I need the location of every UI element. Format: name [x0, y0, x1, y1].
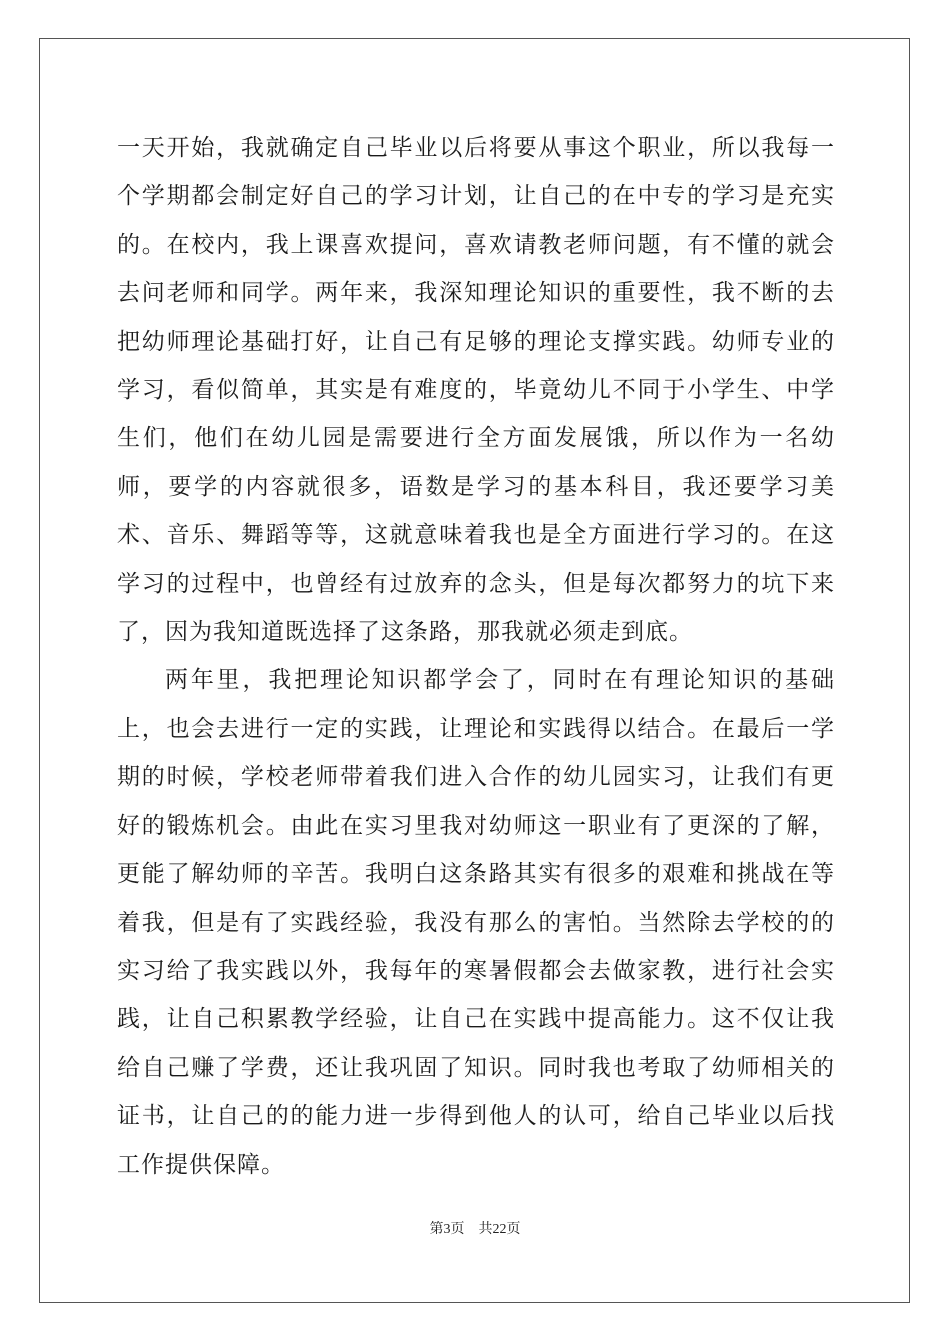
page-footer: [0, 1218, 950, 1238]
paragraph-practice: 两年里，我把理论知识都学会了，同时在有理论知识的基础上，也会去进行一定的实践，让理论和实践得以结合。在最后一学期的时候，学校老师带着我们进入合作的幼儿园实习，让我们有更好的锻炼机会。由此在实习里我对幼师这一职业有了更深的了解，更能了解幼师的辛苦。我明白这条路其实有很多的艰难和挑战在等着我，但是有了实践经验，我没有那么的害怕。当然除去学校的的实习给了我实践以外，我每年的寒暑假都会去做家教，进行社会实践，让自己积累教学经验，让自己在实践中提高能力。这不仅让我给自己赚了学费，还让我巩固了知识。同时我也考取了幼师相关的证书，让自己的的能力进一步得到他人的认可，给自己毕业以后找工作提供保障。: [117, 667, 835, 1178]
page-number: 第3页 共22页: [429, 1222, 521, 1237]
document-body: [117, 124, 835, 1189]
paragraph-continuation: 一天开始，我就确定自己毕业以后将要从事这个职业，所以我每一个学期都会制定好自己的学习计划，让自己的在中专的学习是充实的。在校内，我上课喜欢提问，喜欢请教老师问题，有不懂的就会去问老师和同学。两年来，我深知理论知识的重要性，我不断的去把幼师理论基础打好，让自己有足够的理论支撑实践。幼师专业的学习，看似简单，其实是有难度的，毕竟幼儿不同于小学生、中学生们，他们在幼儿园是需要进行全方面发展饿，所以作为一名幼师，要学的内容就很多，语数是学习的基本科目，我还要学习美术、音乐、舞蹈等等，这就意味着我也是全方面进行学习的。在这学习的过程中，也曾经有过放弃的念头，但是每次都努力的坑下来了，因为我知道既选择了这条路，那我就必须走到底。: [117, 135, 835, 646]
